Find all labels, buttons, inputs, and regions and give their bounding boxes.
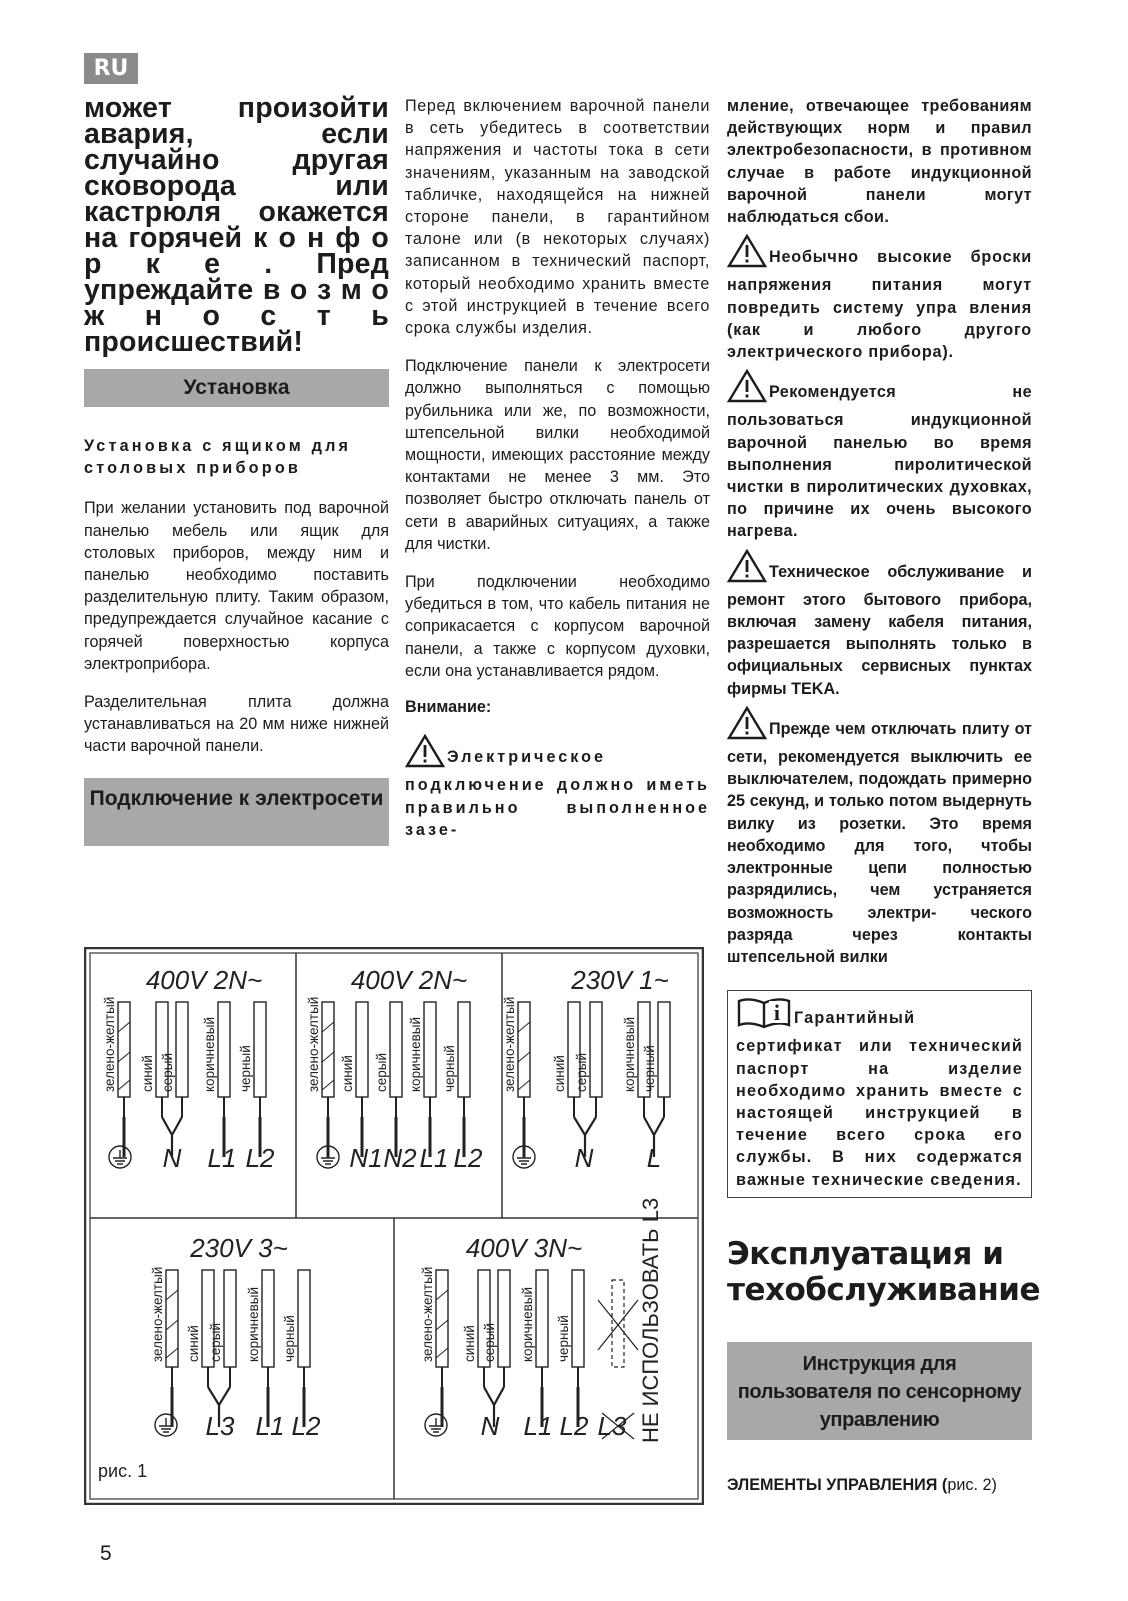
wire-sleeve xyxy=(390,1002,402,1097)
wire-color-label: зелено-желтый xyxy=(420,1266,435,1362)
section-touch-control: Инструкция для пользователя по сенсорному управлению xyxy=(727,1342,1032,1440)
svg-text:i: i xyxy=(773,1000,782,1026)
wire-sleeve xyxy=(572,1270,584,1367)
wire-color-label: синий xyxy=(552,1055,567,1092)
wire-sleeve xyxy=(262,1270,274,1367)
column-right xyxy=(727,95,1040,1496)
voltage-label: 400V 2N~ xyxy=(145,965,263,995)
terminal-label: N2 xyxy=(383,1143,417,1173)
wire-color-label: синий xyxy=(140,1055,155,1092)
figure-label: рис. 1 xyxy=(98,1461,148,1481)
attention-label: Внимание: xyxy=(405,698,492,717)
connection-paragraph-1: Перед включением варочной панели в сеть убедитесь в соответствии напряжения и частоты тока в сети значениям, указанным на заводской табличке, находящейся на нижней стороне панели, в гарантийном талоне или (в некоторых случаях) записанном в технический паспорт, который необходимо хранить вместе с этой инструкцией в течение всего срока службы изделия. xyxy=(405,97,710,338)
terminal-label: N xyxy=(574,1143,594,1173)
controls-caption xyxy=(727,1474,1032,1496)
terminal-label: L2 xyxy=(245,1143,275,1173)
wire-color-label: черный xyxy=(556,1315,571,1362)
info-box xyxy=(727,990,1032,1198)
wire-sleeve xyxy=(658,1002,670,1097)
wire-sleeve xyxy=(224,1270,236,1367)
voltage-surge-warning: Необычно высокие броски напряжения питания могут повредить систему упра вления (как и любого другого электрического прибора). xyxy=(727,248,1032,362)
warning-icon xyxy=(727,234,767,274)
terminal-label: L3 xyxy=(205,1411,235,1441)
terminal-label: N xyxy=(162,1143,182,1173)
terminal-label: L2 xyxy=(453,1143,483,1173)
wiring-diagram xyxy=(84,947,704,1505)
connection-paragraph-3: При подключении необходимо убедиться в том, что кабель питания не соприкасается с корпусом варочной панели, а также с корпусом духовки, если она устанавливается рядом. xyxy=(405,573,710,680)
controls-caption-bold: ЭЛЕМЕНТЫ УПРАВЛЕНИЯ ( xyxy=(727,1475,948,1494)
terminal-label: L2 xyxy=(559,1411,589,1441)
wire-color-label: зелено-желтый xyxy=(102,996,117,1092)
wire-color-label: синий xyxy=(462,1325,477,1362)
installation-subheading: Установка с ящиком для столовых приборов xyxy=(84,437,352,478)
wire-sleeve xyxy=(254,1002,266,1097)
wire-sleeve xyxy=(518,1002,530,1097)
disconnect-warning: Прежде чем отключать плиту от сети, рекомендуется выключить ее выключателем, подождать примерно 25 секунд, и только потом выдернуть вилку из розетки. Это время необходимо для того, чтобы электронные цепи полностью разрядились, чем устраняется возможность электри- ческого разряда через контакты штепсельной вилки xyxy=(727,719,1032,966)
terminal-label: L xyxy=(646,1143,662,1173)
wire-color-label: серый xyxy=(374,1052,389,1092)
voltage-label: 400V 3N~ xyxy=(465,1233,583,1263)
terminal-label: N1 xyxy=(349,1143,383,1173)
wire-color-label: зелено-желтый xyxy=(306,996,321,1092)
wire-color-label: серый xyxy=(160,1052,175,1092)
wire-color-label: синий xyxy=(186,1325,201,1362)
wire-color-label: коричневый xyxy=(520,1286,535,1362)
wire-color-label: коричневый xyxy=(246,1286,261,1362)
wire-color-label: серый xyxy=(574,1052,589,1092)
wire-sleeve xyxy=(590,1002,602,1097)
installation-paragraph-2: Разделительная плита должна устанавливаться на 20 мм ниже нижней части варочной панели. xyxy=(84,693,389,756)
wire-sleeve xyxy=(424,1002,436,1097)
wire-color-label: черный xyxy=(238,1045,253,1092)
warning-icon xyxy=(727,706,767,746)
book-info-icon xyxy=(736,995,792,1035)
terminal-label: L1 xyxy=(207,1143,237,1173)
certificate-info: Гарантийный сертификат или технический паспорт на изделие необходимо хранить вместе с настоящей инструкцией в течение всего срока его службы. В них содержатся важные технические сведения. xyxy=(736,1009,1023,1189)
warning-continuation: может произойти авария, если случайно другая сковорода или кастрюля окажется на горячей к о н ф о р к е . Пред упреждайте в о з м о ж н о с т ь происшествий! xyxy=(84,92,389,358)
operation-heading: Эксплуатация и техобслуживание xyxy=(727,1235,1040,1308)
terminal-label: L1 xyxy=(255,1411,285,1441)
voltage-label: 230V 3~ xyxy=(190,1233,288,1263)
terminal-label: L1 xyxy=(419,1143,449,1173)
wire-color-label: серый xyxy=(482,1322,497,1362)
section-connection: Подключение к электросети xyxy=(84,778,389,846)
column-left xyxy=(84,92,389,846)
section-installation: Установка xyxy=(84,369,389,407)
wire-color-label: синий xyxy=(340,1055,355,1092)
wire-color-label: коричневый xyxy=(622,1016,637,1092)
terminal-label: L2 xyxy=(291,1411,321,1441)
wire-color-label: зелено-желтый xyxy=(502,996,517,1092)
voltage-label: 400V 2N~ xyxy=(350,965,468,995)
wire-sleeve xyxy=(356,1002,368,1097)
wire-color-label: коричневый xyxy=(202,1016,217,1092)
voltage-label: 230V 1~ xyxy=(571,965,669,995)
wire-sleeve xyxy=(298,1270,310,1367)
wire-color-label: черный xyxy=(642,1045,657,1092)
warning-icon xyxy=(727,549,767,589)
controls-caption-ref: рис. 2) xyxy=(947,1475,997,1494)
do-not-use-note: НЕ ИСПОЛЬЗОВАТЬ L3 xyxy=(638,1197,663,1443)
wire-sleeve xyxy=(322,1002,334,1097)
wire-sleeve xyxy=(218,1002,230,1097)
wire-sleeve xyxy=(118,1002,130,1097)
wire-color-label: коричневый xyxy=(408,1016,423,1092)
wire-color-label: черный xyxy=(282,1315,297,1362)
wire-color-label: серый xyxy=(208,1322,223,1362)
grounding-continuation: мление, отвечающее требованиям действующих норм и правил электробезопасности, в противном случае в работе индукционной варочной панели могут наблюдаться сбои. xyxy=(727,97,1032,227)
service-warning: Техническое обслуживание и ремонт этого бытового прибора, включая замену кабеля питания, разрешается выполнять только в официальных сервисных пунктах фирмы TEKA. xyxy=(727,562,1032,698)
pyrolytic-warning: Рекомендуется не пользоваться индукционной варочной панелью во время выполнения пиролитической чистки в пиролитических духовках, по причине их очень высокого нагрева. xyxy=(727,383,1032,541)
page-number: 5 xyxy=(100,1542,112,1565)
installation-paragraph-1: При желании установить под варочной панелью мебель или ящик для столовых приборов, между ним и панелью необходимо поставить разделительную плиту. Таким образом, предупреждается случайное касание с горячей поверхностью корпуса электроприбора. xyxy=(84,499,389,673)
language-badge: RU xyxy=(84,53,138,84)
wire-sleeve xyxy=(458,1002,470,1097)
column-middle xyxy=(405,95,710,841)
warning-icon xyxy=(727,369,767,409)
connection-paragraph-2: Подключение панели к электросети должно выполняться с помощью рубильника или же, по возможности, штепсельной вилки необходимой мощности, имеющих расстояние между контактами не менее 3 мм. Это позволяет быстро отключать панель от сети в аварийных ситуациях, а также для чистки. xyxy=(405,357,710,553)
warning-icon xyxy=(405,734,445,774)
wire-color-label: черный xyxy=(442,1045,457,1092)
electrical-warning: Электрическое подключение должно иметь правильно выполненное зазе- xyxy=(405,748,710,839)
wire-color-label: зелено-желтый xyxy=(150,1266,165,1362)
terminal-label: N xyxy=(480,1411,500,1441)
wire-sleeve xyxy=(536,1270,548,1367)
terminal-label: L1 xyxy=(523,1411,553,1441)
terminal-label: L3 xyxy=(597,1411,627,1441)
wire-sleeve xyxy=(498,1270,510,1367)
wire-sleeve xyxy=(176,1002,188,1097)
